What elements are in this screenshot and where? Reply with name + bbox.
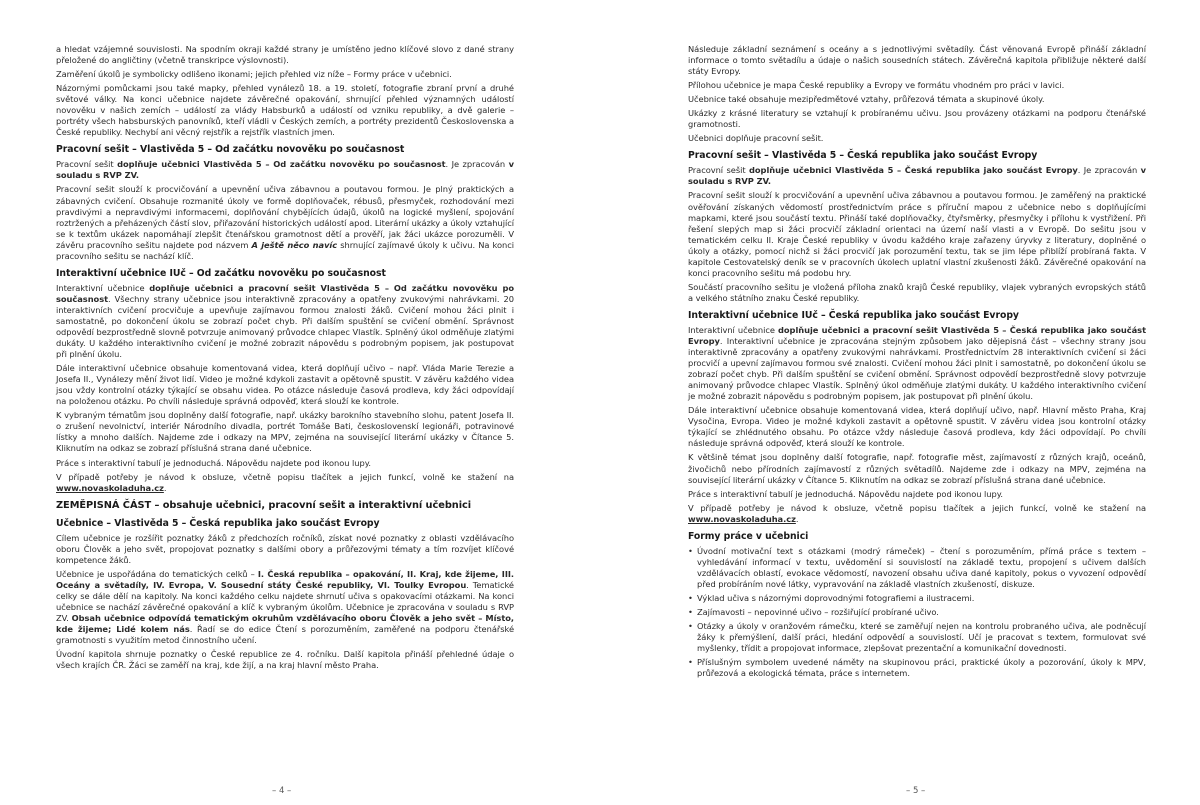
text-run: Přílohou učebnice je mapa České republiky a Evropy ve formátu vhodném pro práci v lavici. [688, 80, 1065, 91]
text-run: Cílem učebnice je rozšířit poznatky žáků z předchozích ročníků, získat nové poznatky z oblasti vzdělávacího oboru Člověk a jeho svět, propojovat poznatky s dalšími obory a průřezovými tématy a tím rozvíjet klíčové kompetence žáků. [56, 532, 514, 565]
list-item-text: Otázky a úkoly v oranžovém rámečku, které se zaměřují nejen na kontrolu probraného učiva, ale podněcují žáky k přemýšlení, další práci, hledání odpovědí a souvislostí. Učí je pracovat s textem, formulovat své myšlenky, třídit a propojovat informace, zlepšovat prezentační a komunikační dovednosti. [697, 621, 1146, 654]
paragraph [688, 489, 1146, 500]
text-run: . [795, 513, 799, 524]
bold-text: doplňuje učebnici Vlastivěda 5 – Česká republika jako součást Evropy [749, 165, 1078, 176]
paragraph [56, 472, 514, 494]
text-run: . Všechny strany učebnice jsou interaktivně zpracovány a opatřeny zvukovými nahrávkami. 20 interaktivních cvičení procvičuje a upevňuje zajímavou formou znalosti žáků. Cvičení mohou žáci plnit i samostatně, po dokončení úkolu se zobrazí počet chyb. Při dalším spuštění se cvičení obmění. Správnost odpovědí bezprostředně slovně potvrzuje animovaný průvodce chlapec Vlastík. Splněný úkol odměňuje zlatými dukáty. U každého interaktivního cvičení je možné zobrazit nápovědu s podrobným popisem, jak postupovat při plnění úkolu. [56, 293, 514, 360]
bold-text: doplňuje učebnici a pracovní sešit Vlastivěda 5 – Česká republika jako součást Evropy [688, 324, 1146, 346]
list-item [688, 546, 1146, 590]
text-run: Práce s interaktivní tabulí je jednoduchá. Nápovědu najdete pod ikonou lupy. [56, 457, 371, 468]
paragraph [56, 649, 514, 671]
bullet-icon: • [688, 657, 693, 668]
text-run: a hledat vzájemné souvislosti. Na spodním okraji každé strany je umístěno jedno klíčové slovo z dané strany přeložené do angličtiny (včetně transkripce výslovnosti). [56, 44, 514, 66]
paragraph [688, 94, 1146, 105]
list-item [688, 607, 1146, 618]
text-run: Pracovní sešit slouží k procvičování a upevnění učiva zábavnou a poutavou formou. Je zaměřený na praktické ověřování získaných vědomostí prostřednictvím práce s příruční mapou z učebnice nebo s doplňujícími mapkami, které jsou součástí textu. Přináší také doplňovačky, čtyřsměrky, přesmyčky i přílohu k vystřižení. Při řešení slepých map si žáci procvičí základní orientaci na území naší vlasti a v Evropě. Do sešitu jsou v tematickém celku II. Kraje České republiky v úvodu každého kraje zařazeny úryvky z literatury, doplněné o úkoly a otázky, pomocí nichž si žáci procvičí jak porozumění textu, tak se jim lépe přiblíží probíraná fakta. V kapitole Cestovatelský deník se v pracovních úkolech uplatní vlastní zkušenosti žáků. Závěrečné opakování na konci pracovního sešitu má podobu hry. [688, 190, 1146, 278]
bullet-icon: • [688, 592, 693, 603]
text-run: Dále interaktivní učebnice obsahuje komentovaná videa, která doplňují učivo, např. Hlavní město Praha, Kraj Vysočina, Evropa. Video je možné kdykoli zastavit a opětovně spustit. V závěru videa jsou kontrolní otázky týkající se zhlédnutého obsahu. Po otázce vždy následuje časová prodleva, kdy žáci odpovídají. Po chvíli následuje správná odpověď, která slouží ke kontrole. [688, 405, 1146, 449]
bold-italic-text: A ještě něco navíc [251, 239, 338, 250]
text-run: Práce s interaktivní tabulí je jednoduchá. Nápovědu najdete pod ikonou lupy. [688, 488, 1003, 499]
list-item [688, 593, 1146, 604]
bullet-icon: • [688, 621, 693, 632]
section-heading: Interaktivní učebnice IUč – Česká republika jako součást Evropy [688, 309, 1019, 321]
bold-text: I. Česká republika – opakování, II. Kraj, kde žijeme, III. Oceány a světadíly, IV. Evropa, V. Sousední státy České republiky, VI. Toulky Evropou [56, 568, 514, 590]
text-run: Dále interaktivní učebnice obsahuje komentovaná videa, která doplňují učivo – např. Vláda Marie Terezie a Josefa II., Vynálezy mění život lidí. Video je možné kdykoli zastavit a opětovně spustit. V závěru každého videa jsou vždy kontrolní otázky týkající se obsahu videa. Po otázce následuje časová prodleva, kdy žáci odpovídají na položenou otázku. Po chvíli následuje správná odpověď, která slouží ke kontrole. [56, 363, 514, 407]
text-run: V případě potřeby je návod k obsluze, včetně popisu tlačítek a jejich funkcí, volně ke stažení na [56, 471, 514, 482]
text-run: Interaktivní učebnice [688, 324, 779, 335]
paragraph [56, 283, 514, 360]
text-run: Ukázky z krásné literatury se vztahují k probíranému učivu. Jsou provázeny otázkami na podporu čtenářské gramotnosti. [688, 108, 1146, 130]
text-run: Učebnice je uspořádána do tematických celků – [56, 568, 258, 579]
paragraph [56, 159, 514, 181]
bold-text: v souladu s RVP ZV. [56, 159, 514, 181]
text-run: shrnující zajímavé úkoly k učivu. Na konci pracovního sešitu se nachází klíč. [56, 239, 514, 261]
list-item-text: Výklad učiva s názornými doprovodnými fotografiemi a ilustracemi. [697, 592, 975, 603]
paragraph [56, 533, 514, 566]
text-run: Pracovní sešit slouží k procvičování a upevnění učiva zábavnou a poutavou formou. Je plný praktických a zábavných cvičení. Obsahuje rozmanité úkoly ve formě doplňovaček, rébusů, přesmyček, rozhodování mezi pravdivými a nepravdivými informacemi, doplňování chybějících údajů, úkolů na logické myšlení, spojování roztržených a přeházených částí slov, přiřazování historických událostí apod. Literární ukázky a úkoly vztahující se k textům ukázek napomáhají zlepšit čtenářskou gramotnost dětí a prověří, jak žáci ukázce porozuměli. V závěru pracovního sešitu najdete pod názvem [56, 184, 514, 250]
text-run: . Tematické celky se dále dělí na kapitoly. Na konci každého celku najdete shrnutí učiva s opakovacími otázkami. Na konci učebnice se nachází závěrečné opakování a klíč k vybraným úkolům. Učebnice je zpracována v souladu s RVP ZV. [56, 579, 514, 623]
section-heading: Pracovní sešit – Vlastivěda 5 – Od začátku novověku po současnost [56, 144, 405, 156]
paragraph [688, 44, 1146, 77]
page-number: – 5 – [906, 786, 926, 796]
text-run: Úvodní kapitola shrnuje poznatky o České republice ze 4. ročníku. Další kapitola přináší přehledné údaje o všech krajích ČR. Žáci se zaměří na kraj, kde žijí, a na kraj hlavní město Praha. [56, 649, 514, 671]
left-page [56, 44, 514, 674]
list-item [688, 657, 1146, 679]
section-heading: Formy práce v učebnici [688, 530, 809, 542]
bullet-icon: • [688, 545, 693, 556]
text-run: . Je zpracován [1077, 165, 1141, 176]
text-run: K většině témat jsou doplněny další fotografie, např. fotografie měst, zajímavostí z různých krajů, oceánů, živočichů nebo přírodních zajímavostí z různých světadílů. Najdeme zde i odkazy na MPV, zejména na související literární ukázky v Čítance 5. Kliknutím na odkaz se zobrazí příslušná strana dané učebnice. [688, 452, 1146, 485]
list-item [688, 621, 1146, 654]
section-heading: Učebnice – Vlastivěda 5 – Česká republika jako součást Evropy [56, 517, 380, 529]
paragraph [688, 325, 1146, 402]
bold-text: Obsah učebnice odpovídá tematickým okruhům vzdělávacího oboru Člověk a jeho svět – Místo, kde žijeme; Lidé kolem nás [56, 612, 514, 635]
paragraph [56, 458, 514, 469]
text-run: . Interaktivní učebnice je zpracována stejným způsobem jako dějepisná část – všechny strany jsou interaktivně zpracovány a opatřeny zvukovými nahrávkami. Prostřednictvím 28 interaktivních cvičení si žáci procvičí a upevní zajímavou formou své znalosti. Cvičení mohou žáci plnit i samostatně, po dokončení úkolu se zobrazí počet chyb. Při dalším spuštění se cvičení obmění. Správnost odpovědí bezprostředně slovy potvrzuje animovaný průvodce chlapec Vlastík. Splněný úkol odměňuje zlatými dukáty. U každého interaktivního cvičení je možné zobrazit nápovědu s podrobným popisem, jak postupovat při plnění úkolu. [688, 335, 1146, 402]
page-number: – 4 – [272, 786, 292, 796]
bold-text: v souladu s RVP ZV. [688, 165, 1146, 187]
text-run: . [163, 482, 167, 493]
bullet-list [688, 546, 1146, 680]
paragraph [56, 69, 514, 80]
text-run: . Je zpracován [445, 159, 509, 170]
text-run: Pracovní sešit [56, 159, 118, 170]
text-run: Interaktivní učebnice [56, 282, 150, 293]
text-run: Zaměření úkolů je symbolicky odlišeno ikonami; jejich přehled viz níže – Formy práce v učebnici. [56, 69, 452, 80]
text-run: K vybraným tématům jsou doplněny další fotografie, např. ukázky barokního stavebního slohu, patent Josefa II. o zrušení nevolnictví, interiér Národního divadla, portrét Tomáše Bati, československí legionáři, potravinové lístky a mnoho dalších. Najdeme zde i odkazy na MPV, zejména na související literární ukázky v Čítance 5. Kliknutím na odkaz se zobrazí příslušná strana dané učebnice. [56, 410, 514, 454]
bold-text: doplňuje učebnici Vlastivěda 5 – Od začátku novověku po současnost [117, 159, 446, 170]
text-run: Součástí pracovního sešitu je vložená příloha znaků krajů České republiky, vlajek vybraných evropských států a velkého státního znaku České republiky. [688, 281, 1146, 303]
paragraph [688, 80, 1146, 91]
paragraph [688, 133, 1146, 144]
list-item-text: Úvodní motivační text s otázkami (modrý rámeček) – čtení s porozuměním, přímá práce s textem – vyhledávání informací v textu, uvědomění si souvislostí na základě textu, propojení s učivem dalších vzdělávacích oblastí, evokace vědomostí, navození obsahu učiva dané kapitoly, pokus o vyvození odpovědí před probíráním nové látky, vypravování na základě vlastních zkušeností, diskuze. [697, 545, 1146, 589]
bold-text: doplňuje učebnici a pracovní sešit Vlastivěda 5 – Od začátku novověku po současnost [56, 282, 514, 304]
paragraph [56, 363, 514, 407]
text-run: Učebnici doplňuje pracovní sešit. [688, 133, 824, 144]
paragraph [56, 184, 514, 261]
paragraph [56, 44, 514, 66]
section-heading: ZEMĚPISNÁ ČÁST – obsahuje učebnici, pracovní sešit a interaktivní učebnici [56, 499, 472, 511]
section-heading: Pracovní sešit – Vlastivěda 5 – Česká republika jako součást Evropy [688, 150, 1038, 162]
paragraph [56, 83, 514, 138]
paragraph [688, 190, 1146, 278]
bullet-icon: • [688, 606, 693, 617]
list-item-text: Příslušným symbolem uvedené náměty na skupinovou práci, praktické úkoly a pozorování, úkoly k MPV, průřezová a ekologická témata, práce s internetem. [697, 657, 1146, 679]
list-item-text: Zajímavosti – nepovinné učivo – rozšiřující probírané učivo. [697, 606, 939, 617]
section-heading: Interaktivní učebnice IUč – Od začátku novověku po současnost [56, 267, 386, 279]
paragraph [688, 282, 1146, 304]
text-run: Pracovní sešit [688, 165, 750, 176]
paragraph [688, 108, 1146, 130]
paragraph [688, 165, 1146, 187]
text-run: Názornými pomůckami jsou také mapky, přehled vynálezů 18. a 19. století, fotografie zbraní první a druhé světové války. Na konci učebnice najdete závěrečné opakování, shrnující přehled významných událostí novověku v našich zemích – událostí za vlády Habsburků a událostí od vzniku republiky, a dvě galerie – portréty všech habsburských panovníků, kteří vládli v Českých zemích, a portréty prezidentů Československa a České republiky. Nechybí ani věcný rejstřík a rejstřík vlastních jmen. [56, 83, 514, 138]
paragraph [688, 405, 1146, 449]
text-run: . Řadí se do edice Čtení s porozuměním, zaměřené na podporu čtenářské gramotnosti s využitím metod činnostního učení. [56, 624, 514, 646]
paragraph [56, 410, 514, 454]
website-link[interactable]: www.novaskoladuha.cz [56, 482, 164, 493]
text-run: Učebnice také obsahuje mezipředmětové vztahy, průřezová témata a skupinové úkoly. [688, 94, 1045, 105]
text-run: V případě potřeby je návod k obsluze, včetně popisu tlačítek a jejich funkcí, volně ke stažení na [688, 502, 1146, 513]
paragraph [56, 569, 514, 646]
paragraph [688, 503, 1146, 525]
right-page [688, 44, 1146, 682]
website-link[interactable]: www.novaskoladuha.cz [688, 513, 796, 524]
text-run: Následuje základní seznámení s oceány a s jednotlivými světadíly. Část věnovaná Evropě přináší základní informace o tomto světadílu a údaje o našich sousedních státech. Závěrečná kapitola přibližuje některé další státy Evropy. [688, 44, 1146, 77]
paragraph [688, 452, 1146, 485]
